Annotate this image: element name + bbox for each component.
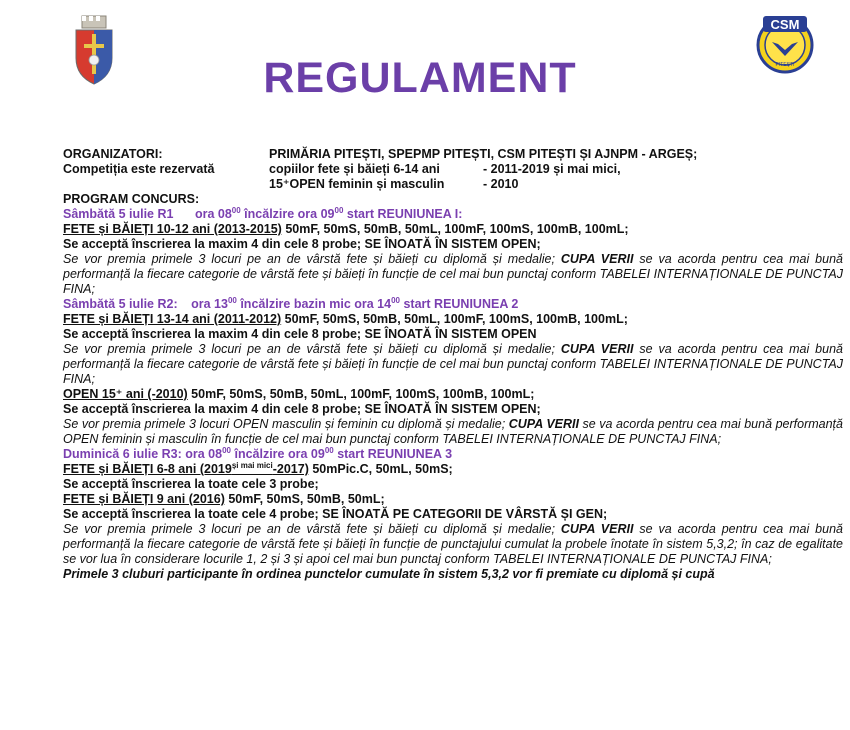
r2-group: FETE și BĂIEȚI 13-14 ani (2011-2012): [63, 312, 282, 326]
r3-group2-events: 50mF, 50mS, 50mB, 50mL;: [224, 492, 385, 506]
r3-rule2: Se acceptă înscrierea la toate cele 4 probe; SE ÎNOATĂ PE CATEGORII DE VÂRSTĂ ȘI GEN;: [63, 507, 608, 521]
r3-rule1: Se acceptă înscrierea la toate cele 3 probe;: [63, 477, 319, 491]
reserved-value-2: 15⁺OPEN feminin și masculin: [269, 177, 445, 191]
r3-warmup-mid: încălzire ora 09: [231, 447, 325, 461]
r2-open-rule: Se acceptă înscrierea la maxim 4 din cele 8 probe; SE ÎNOATĂ ÎN SISTEM OPEN;: [63, 402, 541, 416]
r2-award: [63, 342, 843, 387]
r1-award-text-1: Se vor premia primele 3 locuri pe an de vârstă fete și băieți cu diplomă și medalie;: [63, 252, 561, 266]
r2-start-post: start REUNIUNEA 2: [400, 297, 519, 311]
r3-group2: FETE și BĂIEȚI 9 ani (2016): [63, 492, 225, 506]
r1-warmup-sup: 00: [231, 205, 241, 215]
r2-day: Sâmbătă 5 iulie R2:: [63, 297, 178, 311]
r3-award: [63, 522, 843, 567]
regulation-body: [63, 147, 843, 582]
r3-warmup-sup: 00: [222, 445, 231, 455]
r3-group1-post: -2017): [272, 462, 309, 476]
r1-award: [63, 252, 843, 297]
r2-rule: Se acceptă înscrierea la maxim 4 din cele 8 probe; SE ÎNOATĂ ÎN SISTEM OPEN: [63, 327, 537, 341]
reserved-label: Competiția este rezervată: [63, 162, 215, 176]
r1-heading: [63, 207, 843, 222]
r3-group1: [63, 462, 309, 476]
r1-start-sup: 00: [334, 205, 344, 215]
csm-logo-text: CSM: [770, 17, 800, 32]
r1-warmup-pre: ora 08: [194, 207, 232, 221]
r2-award-cup: CUPA VERII: [560, 342, 634, 356]
r2-award-text-1: Se vor premia primele 3 locuri pe an de vârstă fete și băieți cu diplomă și medalie;: [63, 342, 561, 356]
r2-open-group: OPEN 15⁺ ani (-2010): [63, 387, 188, 401]
r2-warmup-mid: încălzire bazin mic ora 14: [236, 297, 392, 311]
r3-award-cup: CUPA VERII: [560, 522, 634, 536]
r2-start-sup: 00: [391, 295, 400, 305]
r3-start-post: start REUNIUNEA 3: [333, 447, 453, 461]
r1-rule: Se acceptă înscrierea la maxim 4 din cele 8 probe; SE ÎNOATĂ ÎN SISTEM OPEN;: [63, 237, 541, 251]
reserved-years-2: - 2010: [483, 177, 519, 191]
r2-open-award-text-1: Se vor premia primele 3 locuri OPEN masculin și feminin cu diplomă și medalie;: [63, 417, 509, 431]
r3-group1-row: [63, 462, 843, 477]
r1-warmup-mid: încălzire ora 09: [240, 207, 335, 221]
r3-start-sup: 00: [324, 445, 334, 455]
document-title: REGULAMENT: [263, 54, 577, 102]
r3-group1-pre: FETE și BĂIEȚI 6-8 ani (2019: [63, 462, 232, 476]
reserved-years-1: - 2011-2019 și mai mici,: [483, 162, 621, 176]
r2-open-award: [63, 417, 843, 447]
r3-group1-sup: și mai mici: [231, 460, 273, 470]
r2-warmup-sup: 00: [227, 295, 237, 305]
r3-group1-events: 50mPic.C, 50mL, 50mS;: [308, 462, 453, 476]
r1-start-post: start REUNIUNEA I:: [343, 207, 463, 221]
organizers-value: PRIMĂRIA PITEȘTI, SPEPMP PITEȘTI, CSM PITEȘTI ȘI AJNPM - ARGEȘ;: [269, 147, 698, 161]
reserved-value-1: copiilor fete și băieți 6-14 ani: [269, 162, 440, 176]
r2-award-text-2: se va acorda pentru cea mai bună performanță la fiecare categorie de vârstă fete și băieți în funcție de cel mai bun punctaj conform TABELEI INTERNAȚIONALE DE PUNCTAJ FINA;: [63, 342, 843, 386]
reserved-row-2: [63, 177, 843, 192]
r2-warmup-pre: ora 13: [191, 297, 228, 311]
r3-award-text-1: Se vor premia primele 3 locuri pe an de vârstă fete și băieți cu diplomă și medalie;: [63, 522, 561, 536]
r1-award-cup: CUPA VERII: [560, 252, 634, 266]
r1-events: 50mF, 50mS, 50mB, 50mL, 100mF, 100mS, 100mB, 100mL;: [281, 222, 629, 236]
organizers-label: ORGANIZATORI:: [63, 147, 163, 161]
csm-logo-subtext: PITEȘTI: [775, 62, 795, 68]
program-label: PROGRAM CONCURS:: [63, 192, 200, 206]
r1-group: FETE și BĂIEȚI 10-12 ani (2013-2015): [63, 222, 282, 236]
r2-open-award-cup: CUPA VERII: [508, 417, 579, 431]
r2-heading: [63, 297, 843, 312]
r2-events: 50mF, 50mS, 50mB, 50mL, 100mF, 100mS, 100mB, 100mL;: [281, 312, 628, 326]
r1-events-row: [63, 222, 843, 237]
reserved-row-1: [63, 162, 843, 177]
r3-clubs-award: Primele 3 cluburi participante în ordinea punctelor cumulate în sistem 5,3,2 vor fi premiate cu diplomă și cupă: [63, 567, 715, 581]
r3-group2-row: [63, 492, 843, 507]
r3-heading: [63, 447, 843, 462]
r1-day: Sâmbătă 5 iulie R1: [63, 207, 174, 221]
r1-award-text-2: se va acorda pentru cea mai bună performanță la fiecare categorie de vârstă fete și băieți în funcție de cel mai bun punctaj conform TABELEI INTERNAȚIONALE DE PUNCTAJ FINA;: [63, 252, 843, 296]
r3-award-text-2: se va acorda pentru cea mai bună performanță la fiecare categorie de vârstă fete și băieți în funcție de punctajului cumulat la probele înotate în sistem 5,3,2; în caz de egalitate se vor lua în considerare locurile 1, 2 și 3 și apoi cel mai bun punctaj conform TABELEI INTERNAȚIONALE DE PUNCTAJ FINA;: [63, 522, 843, 566]
organizers-row: [63, 147, 843, 162]
r2-open-award-text-2: se va acorda pentru cea mai bună performanță OPEN feminin și masculin în funcție de cel mai bun punctaj conform TABELEI INTERNAȚIONALE DE PUNCTAJ FINA;: [63, 417, 843, 446]
r3-day: Duminică 6 iulie R3: ora 08: [63, 447, 223, 461]
r2-open-events-row: [63, 387, 843, 402]
r2-events-row: [63, 312, 843, 327]
r2-open-events: 50mF, 50mS, 50mB, 50mL, 100mF, 100mS, 100mB, 100mL;: [187, 387, 535, 401]
